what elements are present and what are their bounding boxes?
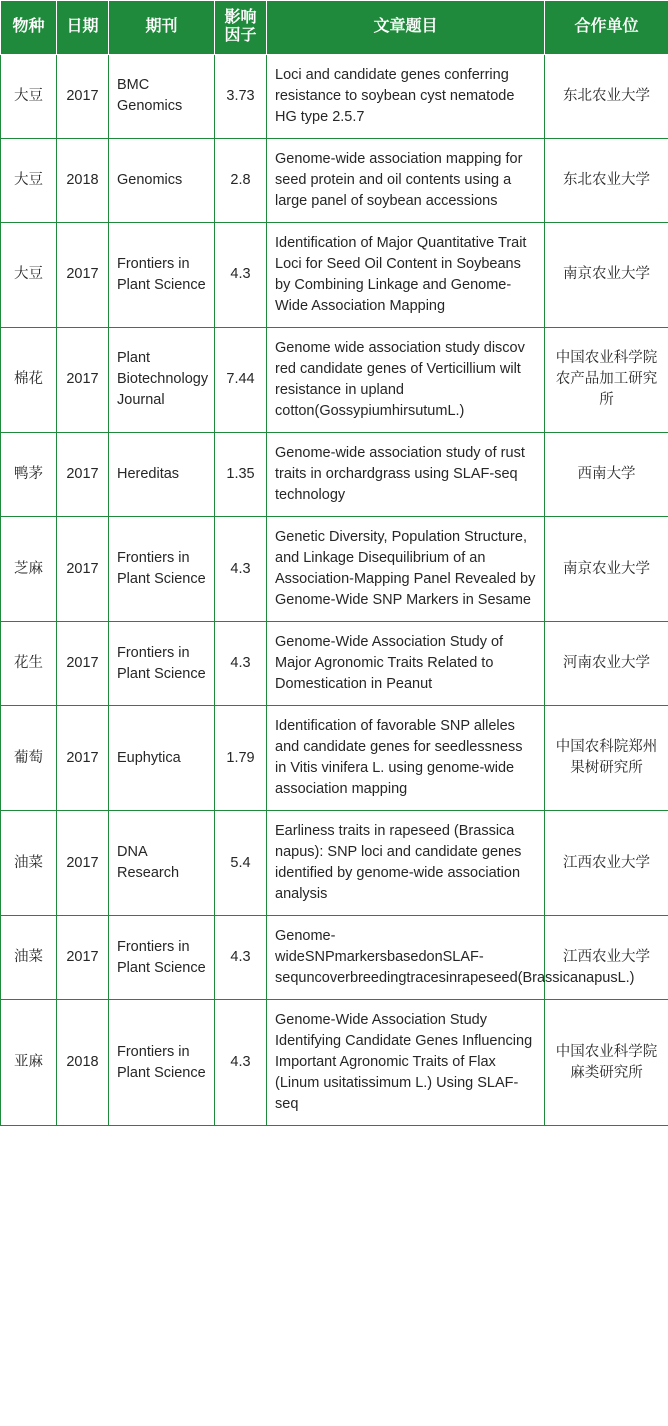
cell-journal: BMC Genomics: [109, 54, 215, 138]
cell-organization: 中国农业科学院麻类研究所: [545, 1000, 668, 1126]
cell-title: Identification of Major Quantitative Trait Loci for Seed Oil Content in Soybeans by Combining Linkage and Genome-Wide Association Mapping: [267, 222, 545, 327]
cell-species: 芝麻: [1, 517, 57, 622]
column-header-journal: 期刊: [109, 1, 215, 55]
cell-organization: 南京农业大学: [545, 517, 668, 622]
cell-impact-factor: 3.73: [215, 54, 267, 138]
cell-impact-factor: 2.8: [215, 138, 267, 222]
table-row: [1, 811, 668, 916]
cell-species: 鸭茅: [1, 433, 57, 517]
cell-journal: Frontiers in Plant Science: [109, 916, 215, 1000]
cell-journal: Euphytica: [109, 706, 215, 811]
cell-date: 2017: [57, 433, 109, 517]
cell-impact-factor: 1.35: [215, 433, 267, 517]
cell-date: 2017: [57, 54, 109, 138]
cell-title: Identification of favorable SNP alleles and candidate genes for seedlessness in Vitis vinifera L. using genome-wide association mapping: [267, 706, 545, 811]
cell-date: 2018: [57, 1000, 109, 1126]
table-header: [1, 1, 668, 55]
column-header-organization: 合作单位: [545, 1, 668, 55]
cell-title: Genome-Wide Association Study Identifying Candidate Genes Influencing Important Agronomic Traits of Flax (Linum usitatissimum L.) Using SLAF-seq: [267, 1000, 545, 1126]
cell-species: 大豆: [1, 138, 57, 222]
cell-journal: Hereditas: [109, 433, 215, 517]
cell-organization: 东北农业大学: [545, 54, 668, 138]
cell-impact-factor: 4.3: [215, 1000, 267, 1126]
cell-title: Genome-Wide Association Study of Major Agronomic Traits Related to Domestication in Peanut: [267, 622, 545, 706]
table-body: [1, 54, 668, 1126]
cell-journal: Frontiers in Plant Science: [109, 222, 215, 327]
cell-organization: 南京农业大学: [545, 222, 668, 327]
cell-journal: Frontiers in Plant Science: [109, 622, 215, 706]
cell-journal: Genomics: [109, 138, 215, 222]
cell-impact-factor: 5.4: [215, 811, 267, 916]
column-header-date: 日期: [57, 1, 109, 55]
cell-title: Genome-wide association study of rust traits in orchardgrass using SLAF-seq technology: [267, 433, 545, 517]
cell-organization: 中国农科院郑州果树研究所: [545, 706, 668, 811]
cell-impact-factor: 7.44: [215, 327, 267, 432]
cell-title: Genome-wide association mapping for seed protein and oil contents using a large panel of soybean accessions: [267, 138, 545, 222]
cell-journal: Frontiers in Plant Science: [109, 1000, 215, 1126]
cell-date: 2017: [57, 622, 109, 706]
cell-date: 2018: [57, 138, 109, 222]
cell-date: 2017: [57, 327, 109, 432]
cell-species: 大豆: [1, 222, 57, 327]
cell-species: 亚麻: [1, 1000, 57, 1126]
cell-impact-factor: 4.3: [215, 916, 267, 1000]
cell-title: Earliness traits in rapeseed (Brassica napus): SNP loci and candidate genes identified by genome-wide association analysis: [267, 811, 545, 916]
table-row: [1, 622, 668, 706]
cell-date: 2017: [57, 916, 109, 1000]
cell-journal: Plant Biotechnology Journal: [109, 327, 215, 432]
cell-organization: 江西农业大学: [545, 916, 668, 1000]
table-row: [1, 1000, 668, 1126]
cell-organization: 河南农业大学: [545, 622, 668, 706]
cell-species: 大豆: [1, 54, 57, 138]
cell-date: 2017: [57, 222, 109, 327]
column-header-title: 文章题目: [267, 1, 545, 55]
table-row: [1, 433, 668, 517]
cell-species: 油菜: [1, 811, 57, 916]
cell-journal: DNA Research: [109, 811, 215, 916]
cell-species: 花生: [1, 622, 57, 706]
table-row: [1, 517, 668, 622]
table-row: [1, 327, 668, 432]
cell-impact-factor: 4.3: [215, 222, 267, 327]
cell-title: Genetic Diversity, Population Structure, and Linkage Disequilibrium of an Association-Mapping Panel Revealed by Genome-Wide SNP Markers in Sesame: [267, 517, 545, 622]
cell-title: Genome wide association study discov red candidate genes of Verticillium wilt resistance in upland cotton(GossypiumhirsutumL.): [267, 327, 545, 432]
cell-journal: Frontiers in Plant Science: [109, 517, 215, 622]
cell-title: Loci and candidate genes conferring resistance to soybean cyst nematode HG type 2.5.7: [267, 54, 545, 138]
table-row: [1, 138, 668, 222]
table-row: [1, 54, 668, 138]
column-header-impact-factor-line1: 影响: [224, 9, 257, 26]
table-row: [1, 222, 668, 327]
table-header-row: [1, 1, 668, 55]
table-row: [1, 916, 668, 1000]
cell-date: 2017: [57, 811, 109, 916]
cell-organization: 中国农业科学院农产品加工研究所: [545, 327, 668, 432]
cell-species: 葡萄: [1, 706, 57, 811]
column-header-species: 物种: [1, 1, 57, 55]
cell-impact-factor: 1.79: [215, 706, 267, 811]
cell-organization: 江西农业大学: [545, 811, 668, 916]
cell-organization: 东北农业大学: [545, 138, 668, 222]
column-header-impact-factor: [215, 1, 267, 55]
cell-organization: 西南大学: [545, 433, 668, 517]
cell-species: 油菜: [1, 916, 57, 1000]
cell-impact-factor: 4.3: [215, 622, 267, 706]
cell-title: Genome-wideSNPmarkersbasedonSLAF-sequncoverbreedingtracesinrapeseed(BrassicanapusL.): [267, 916, 545, 1000]
table-row: [1, 706, 668, 811]
cell-date: 2017: [57, 706, 109, 811]
cell-date: 2017: [57, 517, 109, 622]
column-header-impact-factor-line2: 因子: [224, 27, 257, 45]
cell-impact-factor: 4.3: [215, 517, 267, 622]
cell-species: 棉花: [1, 327, 57, 432]
